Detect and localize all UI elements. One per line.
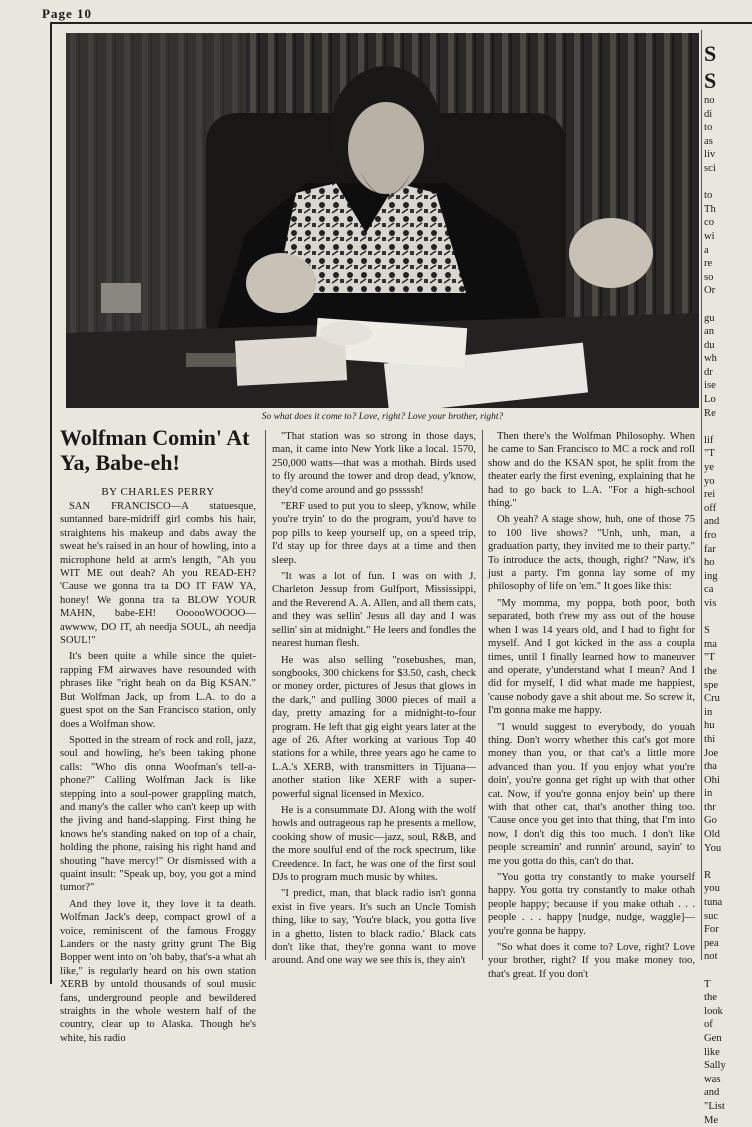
sidebar-text-fragment: lif bbox=[704, 434, 714, 446]
paragraph: Oh yeah? A stage show, huh, one of those 75 to 100 live shows? "Unh, unh, man, a graduation party, they invited me to their party." To introduce the acts, though, right? "Naw, it's just a party. I'm gonna lay some of my philosophy of life on 'em." It goes like this: bbox=[488, 514, 695, 593]
paragraph: "My momma, my poppa, both poor, both separated, both t'rew my ass out of the house when I was 14 years old, and I had to fight for myself. And I got kicked in the ass a coupla times, until I finally learned how to maneuver and operate, y'understand what I mean? And I did for myself, I did what made me happiest, 'cause nobody gave a shit about me. So screw it, I'm gonna make me happy. bbox=[488, 597, 695, 717]
sidebar-text-fragment: Cru bbox=[704, 693, 720, 705]
photo-dj-at-desk bbox=[66, 33, 699, 408]
sidebar-text-fragment: You bbox=[704, 842, 722, 854]
sidebar-text-fragment: co bbox=[704, 217, 714, 229]
sidebar-text-fragment: ca bbox=[704, 584, 714, 596]
sidebar-text-fragment: was bbox=[704, 1073, 721, 1085]
sidebar-text-fragment: the bbox=[704, 992, 717, 1004]
sidebar-text-fragment: gu bbox=[704, 312, 715, 324]
paragraph: Then there's the Wolfman Philosophy. When he came to San Francisco to MC a rock and roll show and do the KSAN spot, he split from the theater early the first evening, explaining that he had to go back to L.A. "For a high-school thing." bbox=[488, 431, 695, 510]
sidebar-text-fragment: so bbox=[704, 271, 714, 283]
paragraph: SAN FRANCISCO—A statuesque, suntanned bare-midriff girl combs his hair, straightens his makeup and dabs away the sweat he's raised in an hour of howling, into a microphone held at arm's length, "Ah you WIT ME out deah? Ah you READ-EH? 'Cause we gonna tra ta DO IT FAW YA, honey! We gonna tra ta BLOW YOUR MAHN, babe-EH! OooooWOOOO—awwww, DO IT, ah needja SOUL, ah needja SOUL!" bbox=[60, 501, 256, 647]
sidebar-text-fragment: sci bbox=[704, 162, 716, 174]
sidebar-text-fragment: to bbox=[704, 190, 713, 202]
sidebar-text-fragment: "List bbox=[704, 1100, 725, 1112]
sidebar-text-fragment: S bbox=[704, 625, 710, 637]
sidebar-text-fragment: wi bbox=[704, 230, 715, 242]
sidebar-text-fragment: Joe bbox=[704, 747, 719, 759]
paragraph: "You gotta try constantly to make yourself happy. You gotta try constantly to make othah people happy; because if you make othah . . . people . . . happy [nudge, nudge, waggle]—you're gonna be happy. bbox=[488, 872, 695, 937]
sidebar-text-fragment: a bbox=[704, 244, 709, 256]
sidebar-headline-fragment: S bbox=[704, 41, 717, 66]
sidebar-text-fragment: Sally bbox=[704, 1060, 726, 1072]
sidebar-text-fragment: the bbox=[704, 665, 717, 677]
sidebar-text-fragment: Old bbox=[704, 829, 720, 841]
sidebar-text-fragment: and bbox=[704, 1087, 720, 1099]
sidebar-text-fragment: in bbox=[704, 788, 713, 800]
sidebar-text-fragment: thi bbox=[704, 733, 716, 745]
paragraph: And they love it, they love it ta death. Wolfman Jack's deep, compact growl of a voice, reminiscent of the famous Froggy Landers or the nasty gritty grunt The Big Bopper went into on 'oh baby, that's-a what ah like," is regularly heard on his own station XERB by untold thousands of soul music fans, underground people and bewildered straights in the whole western half of the country, clear up to Alaska. Though he's white, his radio bbox=[60, 898, 256, 1044]
sidebar-text-fragment: liv bbox=[704, 149, 716, 161]
sidebar-text-fragment: du bbox=[704, 339, 715, 351]
sidebar-text-fragment: spe bbox=[704, 679, 719, 691]
sidebar-text-fragment: "T bbox=[704, 652, 715, 664]
sidebar-text-fragment: re bbox=[704, 258, 713, 270]
sidebar-text-fragment: Th bbox=[704, 203, 716, 215]
sidebar-text-fragment: ho bbox=[704, 557, 715, 569]
column-1 bbox=[60, 500, 256, 1044]
sidebar-headline-fragment: S bbox=[704, 68, 717, 93]
sidebar-column-fragment bbox=[704, 40, 726, 1126]
sidebar-text-fragment: dr bbox=[704, 366, 713, 378]
sidebar-text-fragment: an bbox=[704, 326, 714, 338]
sidebar-text-fragment: thr bbox=[704, 801, 716, 813]
sidebar-text-fragment: off bbox=[704, 502, 717, 514]
article-byline: BY CHARLES PERRY bbox=[101, 486, 215, 498]
paragraph: "I would suggest to everybody, do youah thing. Don't worry whether this cat's got more money than you, or that cat's a little more advanced than you. If you enjoy what you're doin', you're gonna get right up with that other cat. Now, if you're gonna enjoy bein' up there with that other cat, that's another thing too. 'Cause once you get into that thing, that I'm into now, I don't dig this too much. I don't like people screamin' and runnin' around, sayin' to me you gotta do this, can't do that. bbox=[488, 721, 695, 867]
sidebar-text-fragment: hu bbox=[704, 720, 715, 732]
sidebar-text-fragment: Re bbox=[704, 407, 716, 419]
sidebar-text-fragment bbox=[704, 176, 720, 190]
sidebar-text-fragment: Or bbox=[704, 285, 716, 297]
sidebar-text-fragment: T bbox=[704, 978, 711, 990]
paragraph: It's been quite a while since the quiet-rapping FM airwaves have resounded with phrases like "right heah on da Big KSAN." But Wolfman Jack, up from L.A. to do a guest spot on the San Francisco station, only does a Wolfman show. bbox=[60, 651, 256, 730]
sidebar-text-fragment: yo bbox=[704, 475, 715, 487]
paragraph: "That station was so strong in those days, man, it came into New York like a local. 1570, 250,000 watts—that was a mothah. Birds used to fly around the tower and drop dead, y'know, they'd come around and go psssssh! bbox=[272, 431, 476, 496]
sidebar-text-fragment: "T bbox=[704, 448, 715, 460]
paragraph: "It was a lot of fun. I was on with J. Charleton Jessup from Gulfport, Mississippi, and the Reverend A. A. Allen, and all them cats, and they was sellin' Jesus all day and I was sellin' sin at midnight." He leers and fondles the nearest human flesh. bbox=[272, 571, 476, 650]
sidebar-text-fragment: For bbox=[704, 924, 719, 936]
sidebar-text-fragment: Lo bbox=[704, 394, 716, 406]
sidebar-text-fragment bbox=[704, 855, 720, 869]
sidebar-text-fragment: pea bbox=[704, 937, 719, 949]
paragraph: "ERF used to put you to sleep, y'know, while you're tryin' to do the program, you'd have to pop pills to keep yourself up, on a speed trip, I'd stay up for three days at a time and then sleep. bbox=[272, 501, 476, 566]
sidebar-text-fragment bbox=[704, 964, 720, 978]
article-photo bbox=[66, 33, 699, 408]
page-number: Page 10 bbox=[42, 6, 92, 21]
sidebar-text-fragment: rei bbox=[704, 489, 716, 501]
sidebar-text-fragment: as bbox=[704, 135, 713, 147]
sidebar-text-fragment bbox=[704, 298, 720, 312]
sidebar-text-fragment: di bbox=[704, 108, 713, 120]
sidebar-text-fragment: and bbox=[704, 516, 720, 528]
sidebar-text-fragment: to bbox=[704, 122, 713, 134]
sidebar-text-fragment: you bbox=[704, 883, 720, 895]
column-rule bbox=[482, 430, 483, 960]
column-3 bbox=[488, 430, 695, 980]
column-2 bbox=[272, 430, 476, 967]
sidebar-text-fragment: look bbox=[704, 1005, 723, 1017]
sidebar-text-fragment: not bbox=[704, 951, 718, 963]
paragraph: He was also selling "rosebushes, man, songbooks, 300 chickens for $3.50, cash, check or money order, pictures of Jesus that glows in the dark," and pulling 3000 pieces of mail a day, pretty amazing for a midnight-to-four program. He left that gig eight years later at the age of 26. After working at various Top 40 stations for a while, three years ago he came to L.A.'s XERB, with transmitters in Tijuana—another station like XERF with a super-powerful signal licensed in Mexico. bbox=[272, 654, 476, 800]
sidebar-text-fragment: far bbox=[704, 543, 716, 555]
sidebar-text-fragment: like bbox=[704, 1046, 720, 1058]
sidebar-text-fragment: ma bbox=[704, 638, 717, 650]
column-rule bbox=[265, 430, 266, 960]
sidebar-text-fragment: no bbox=[704, 95, 715, 106]
sidebar-text-fragment: wh bbox=[704, 353, 717, 365]
paragraph: He is a consummate DJ. Along with the wolf howls and outrageous rap he presents a mellow, cooking show of music—jazz, soul, R&B, and the more soulful end of the rock spectrum, like Creedence. In fact, he was one of the first soul DJs to program much music by whites. bbox=[272, 804, 476, 883]
photo-caption: So what does it come to? Love, right? Love your brother, right? bbox=[261, 412, 504, 422]
paragraph: "So what does it come to? Love, right? Love your brother, right? If you make money too, that's great. If you don't bbox=[488, 942, 695, 980]
sidebar-text-fragment: Gen bbox=[704, 1032, 722, 1044]
sidebar-text-fragment: suc bbox=[704, 910, 719, 922]
column-rule bbox=[701, 30, 702, 960]
sidebar-text-fragment: tuna bbox=[704, 897, 723, 909]
sidebar-text-fragment: in bbox=[704, 706, 713, 718]
sidebar-text-fragment: fro bbox=[704, 530, 717, 541]
sidebar-text-fragment: ise bbox=[704, 380, 716, 392]
article-headline: Wolfman Comin' At Ya, Babe-eh! bbox=[60, 425, 250, 475]
sidebar-text-fragment: Go bbox=[704, 815, 717, 827]
sidebar-text-fragment: vis bbox=[704, 597, 717, 609]
paragraph: "I predict, man, that black radio isn't gonna exist in five years. It's such an Uncle Tomish thing, like to say, 'You're black, you gotta live in a ghetto, listen to black radio.' Black cats don't like that, they're gonna want to move around. And one way we see this is, they ain't bbox=[272, 888, 476, 967]
sidebar-text-fragment: tha bbox=[704, 761, 717, 773]
sidebar-text-fragment: R bbox=[704, 869, 712, 881]
paragraph: Spotted in the stream of rock and roll, jazz, soul and howling, he's been taking phone calls: "Who dis onna Woofman's tell-a-phone?" Calling Wolfman Jack is like stepping into a soul-power grappling match, and many's the caller who can't keep up with the jiving and hand-slapping. First thing he knows he's standing naked on top of a chair, holding the phone, raising his right hand and shouting "have mercy!" Or dismissed with a quaint insult: "Speak up, boy, you got a mind tumor?" bbox=[60, 734, 256, 894]
sidebar-text-fragment: ing bbox=[704, 570, 718, 582]
sidebar-text-fragment bbox=[704, 611, 720, 625]
sidebar-text-fragment bbox=[704, 420, 720, 434]
sidebar-text-fragment: Me bbox=[704, 1114, 719, 1126]
sidebar-text-fragment: of bbox=[704, 1019, 713, 1031]
sidebar-text-fragment: ye bbox=[704, 462, 714, 474]
sidebar-text-fragment: Ohi bbox=[704, 774, 720, 786]
